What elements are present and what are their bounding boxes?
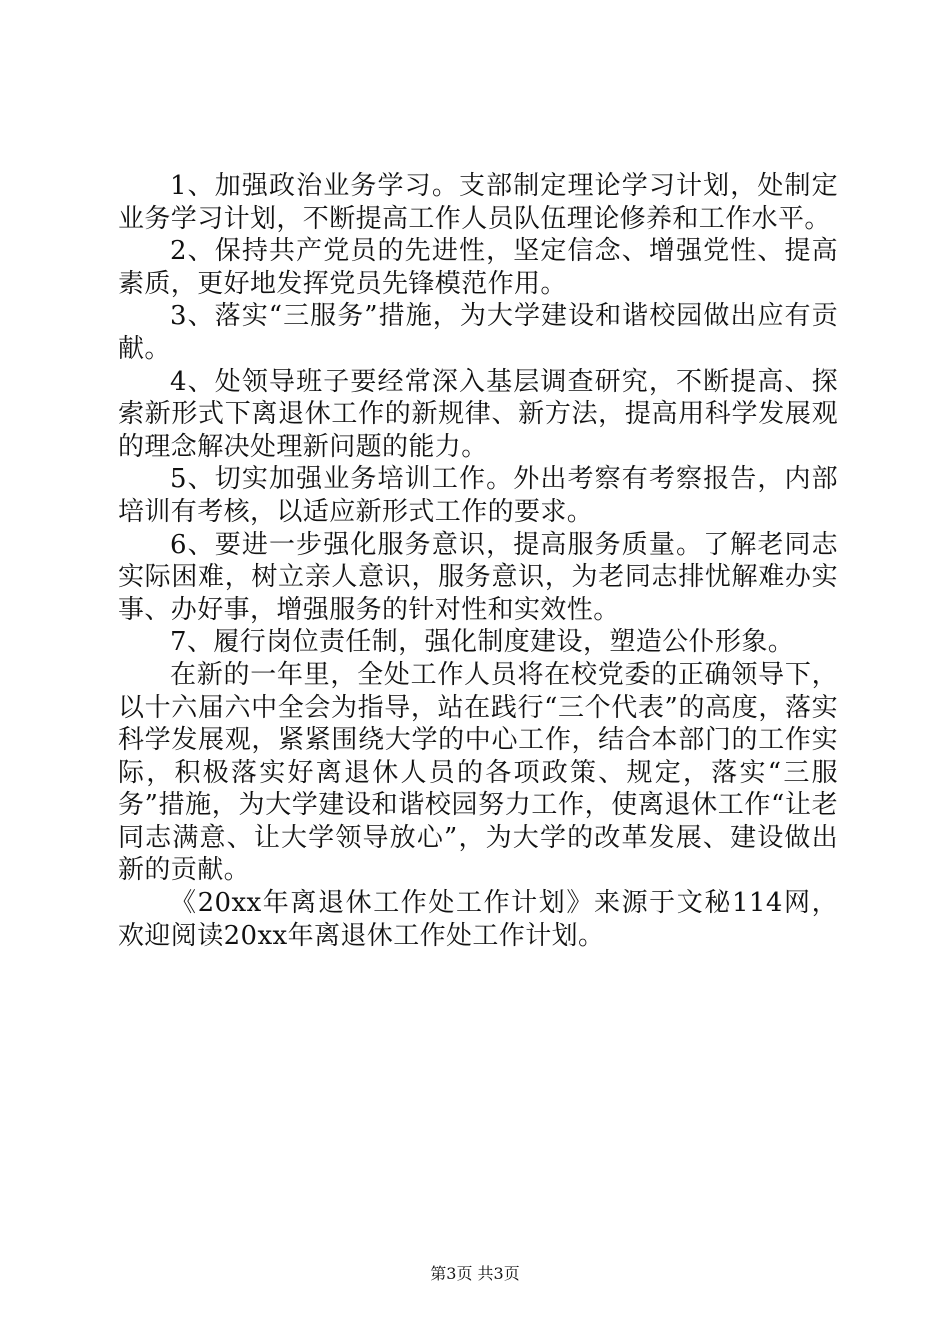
paragraph-item-7: 7、履行岗位责任制，强化制度建设，塑造公仆形象。	[170, 627, 795, 658]
paragraph-item-3: 3、落实“三服务”措施，为大学建设和谐校园做出应有贡献。	[118, 301, 838, 364]
document-body	[118, 170, 838, 952]
paragraph-item-4: 4、处领导班子要经常深入基层调查研究，不断提高、探索新形式下离退休工作的新规律、新方法，提高用科学发展观的理念解决处理新问题的能力。	[118, 366, 838, 462]
page-number-footer: 第3页 共3页	[430, 1264, 520, 1283]
paragraph-item-5: 5、切实加强业务培训工作。外出考察有考察报告，内部培训有考核，以适应新形式工作的要求。	[118, 464, 838, 527]
paragraph-item-1: 1、加强政治业务学习。支部制定理论学习计划，处制定业务学习计划，不断提高工作人员队伍理论修养和工作水平。	[118, 171, 838, 234]
paragraph-source-note: 《20xx年离退休工作处工作计划》来源于文秘114网，欢迎阅读20xx年离退休工作处工作计划。	[118, 888, 838, 951]
paragraph-item-2: 2、保持共产党员的先进性，坚定信念、增强党性、提高素质，更好地发挥党员先锋模范作用。	[118, 236, 838, 299]
paragraph-summary: 在新的一年里，全处工作人员将在校党委的正确领导下，以十六届六中全会为指导，站在践行“三个代表”的高度，落实科学发展观，紧紧围绕大学的中心工作，结合本部门的工作实际，积极落实好离退休人员的各项政策、规定，落实“三服务”措施，为大学建设和谐校园努力工作，使离退休工作“让老同志满意、让大学领导放心”，为大学的改革发展、建设做出新的贡献。	[118, 659, 838, 886]
paragraph-item-6: 6、要进一步强化服务意识，提高服务质量。了解老同志实际困难，树立亲人意识，服务意识，为老同志排忧解难办实事、办好事，增强服务的针对性和实效性。	[118, 529, 838, 625]
